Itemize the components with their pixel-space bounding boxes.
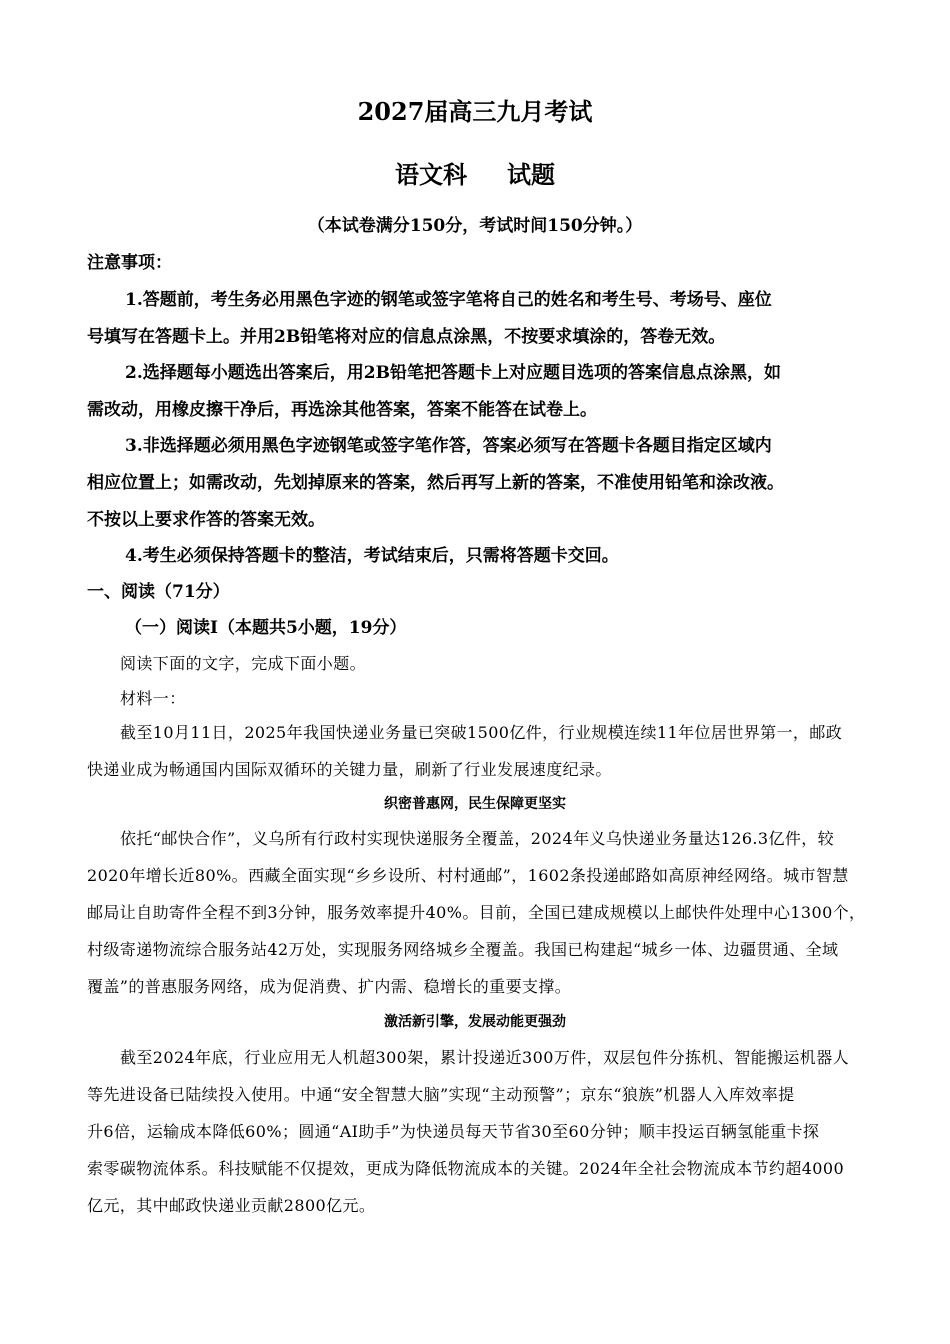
- paragraph-line: 2020年增长近80%。西藏全面实现“乡乡设所、村村通邮”，1602条投递邮路如高原神经网络。城市智慧: [87, 866, 849, 885]
- notes-heading: 注意事项：: [87, 253, 172, 273]
- section-title: 一、阅读（71分）: [87, 582, 230, 602]
- paragraph-line: 等先进设备已陆续投入使用。中通“安全智慧大脑”实现“主动预警”；京东“狼族”机器人入库效率提: [87, 1085, 795, 1104]
- paragraph-line: 村级寄递物流综合服务站42万处，实现服务网络城乡全覆盖。我国已构建起“城乡一体、边疆贯通、全域: [87, 940, 839, 959]
- note-line: 相应位置上；如需改动，先划掉原来的答案，然后再写上新的答案，不准使用铅笔和涂改液。: [87, 473, 784, 493]
- paragraph-line: 亿元，其中邮政快递业贡献2800亿元。: [87, 1196, 376, 1215]
- note-line: 1.答题前，考生务必用黑色字迹的钢笔或签字笔将自己的姓名和考生号、考场号、座位: [125, 290, 772, 310]
- subject-label: 语文科: [395, 160, 467, 189]
- exam-info: （本试卷满分150分，考试时间150分钟。）: [307, 216, 643, 236]
- note-line: 号填写在答题卡上。并用2B铅笔将对应的信息点涂黑，不按要求填涂的，答卷无效。: [87, 327, 726, 347]
- paper-label: 试题: [507, 160, 555, 189]
- note-line: 需改动，用橡皮擦干净后，再选涂其他答案，答案不能答在试卷上。: [87, 400, 597, 420]
- exam-title: 2027届高三九月考试: [357, 97, 593, 126]
- paragraph-line: 索零碳物流体系。科技赋能不仅提效，更成为降低物流成本的关键。2024年全社会物流成本节约超4000: [87, 1159, 845, 1178]
- note-line: 3.非选择题必须用黑色字迹钢笔或签字笔作答，答案必须写在答题卡各题目指定区域内: [125, 436, 772, 456]
- paragraph-line: 升6倍，运输成本降低60%；圆通“AI助手”为快递员每天节省30至60分钟；顺丰投运百辆氢能重卡探: [87, 1122, 820, 1141]
- note-line: 不按以上要求作答的答案无效。: [87, 510, 325, 530]
- paragraph-line: 快递业成为畅通国内国际双循环的关键力量，刷新了行业发展速度纪录。: [87, 760, 612, 779]
- subheading: 激活新引擎，发展动能更强劲: [384, 1014, 566, 1030]
- paragraph-line: 邮局让自助寄件全程不到3分钟，服务效率提升40%。目前，全国已建成规模以上邮快件处理中心1300个，: [87, 903, 866, 922]
- paragraph-line: 依托“邮快合作”，义乌所有行政村实现快递服务全覆盖，2024年义乌快递业务量达126.3亿件，较: [120, 829, 835, 848]
- paragraph-line: 覆盖”的普惠服务网络，成为促消费、扩内需、稳增长的重要支撑。: [87, 977, 572, 996]
- subheading: 织密普惠网，民生保障更坚实: [384, 796, 566, 812]
- material-label: 材料一：: [120, 689, 186, 708]
- paragraph-line: 截至2024年底，行业应用无人机超300架，累计投递近300万件，双层包件分拣机、智能搬运机器人: [120, 1048, 849, 1067]
- paragraph-line: 截至10月11日，2025年我国快递业务量已突破1500亿件，行业规模连续11年位居世界第一，邮政: [120, 723, 843, 742]
- subject-title: [0, 155, 950, 190]
- section-subtitle: （一）阅读Ⅰ（本题共5小题，19分）: [125, 618, 407, 638]
- note-line: 4.考生必须保持答题卡的整洁，考试结束后，只需将答题卡交回。: [125, 546, 619, 566]
- note-line: 2.选择题每小题选出答案后，用2B铅笔把答题卡上对应题目选项的答案信息点涂黑，如: [125, 363, 781, 383]
- reading-instruction: 阅读下面的文字，完成下面小题。: [120, 654, 367, 673]
